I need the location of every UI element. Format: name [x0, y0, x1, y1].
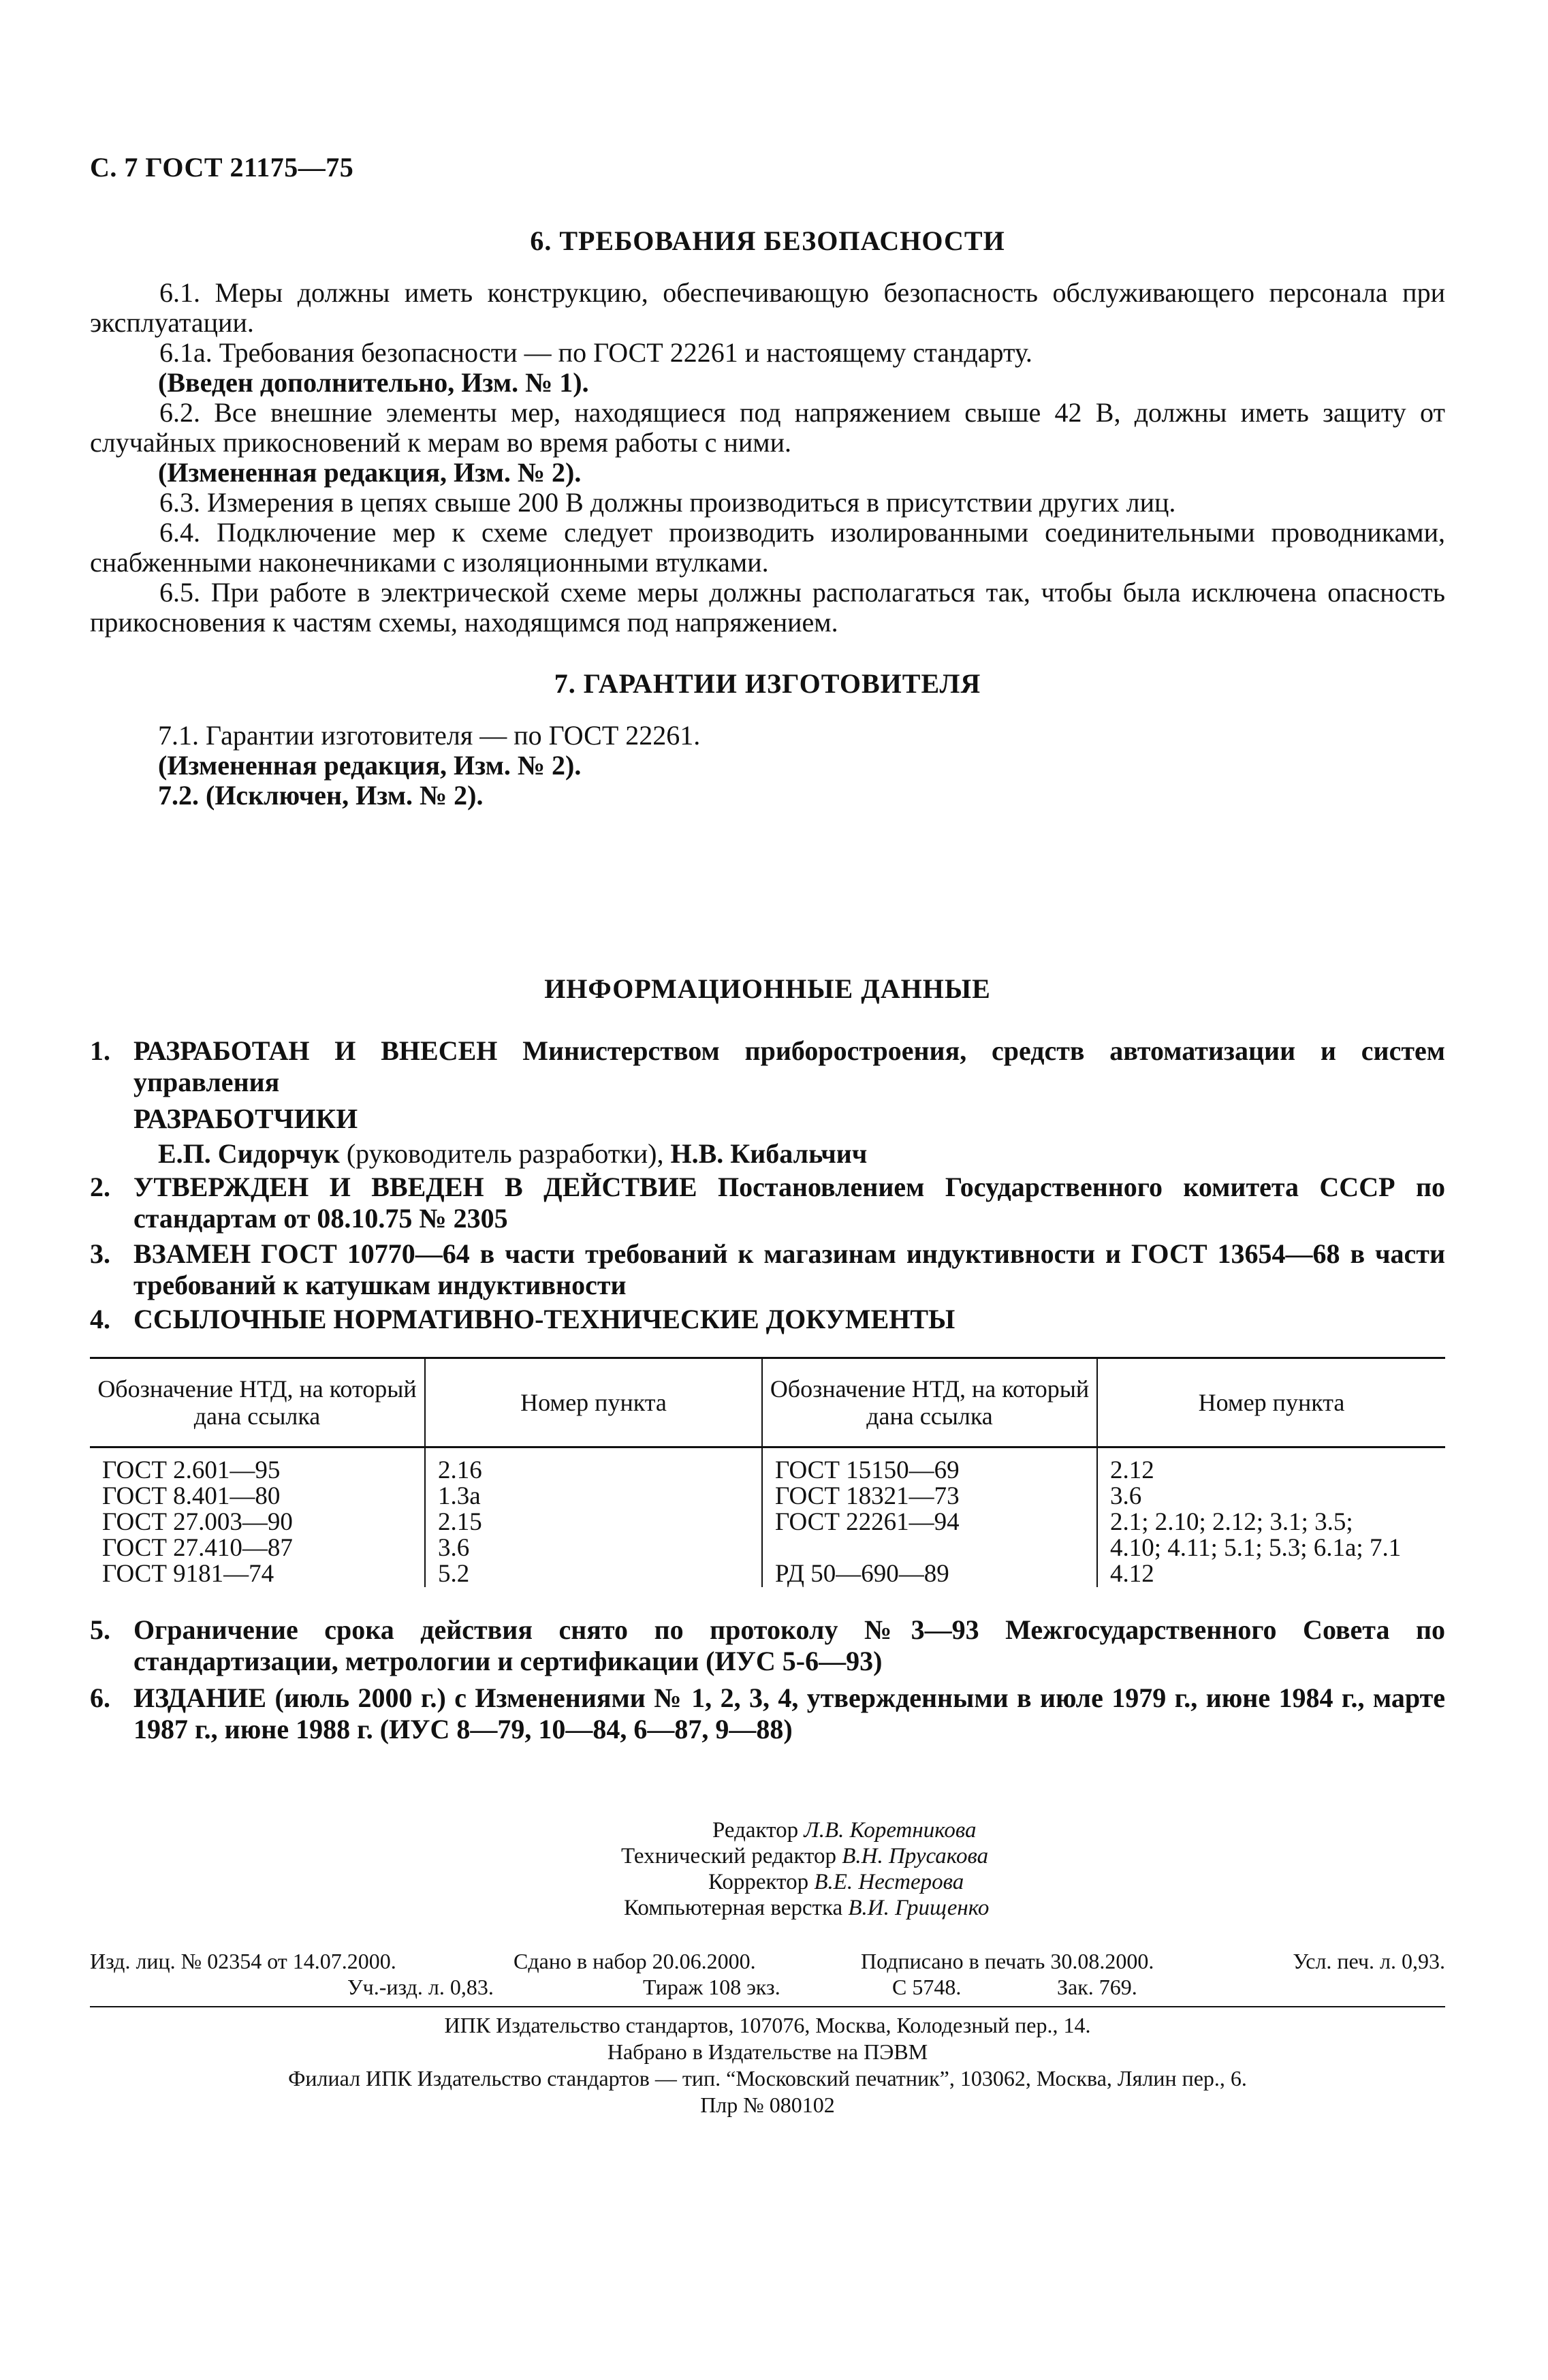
table-cell: 4.12	[1110, 1560, 1154, 1588]
info-item-3	[90, 1238, 1445, 1301]
table-cell: 2.1; 2.10; 2.12; 3.1; 3.5;	[1110, 1508, 1353, 1536]
paragraph-6-2: 6.2. Все внешние элементы мер, находящиеся под напряжением свыше 42 В, должны иметь защиту от случайных прикосновений к мерам во время работы с ними.	[90, 397, 1445, 458]
paragraph-6-1a: 6.1а. Требования безопасности — по ГОСТ 22261 и настоящему стандарту.	[159, 337, 1032, 368]
order-number: Зак. 769.	[1057, 1975, 1137, 1999]
section-7-title: 7. ГАРАНТИИ ИЗГОТОВИТЕЛЯ	[554, 668, 981, 699]
license-number: Изд. лиц. № 02354 от 14.07.2000.	[90, 1949, 396, 1973]
credit-name: В.Е. Нестерова	[814, 1870, 964, 1894]
credit-name: В.И. Грищенко	[848, 1896, 990, 1920]
item-number: 3.	[90, 1238, 110, 1269]
code-c: С 5748.	[892, 1975, 962, 1999]
column-header: Обозначение НТД, на который дана ссылка	[762, 1358, 1097, 1447]
table-row	[90, 1447, 1445, 1588]
publisher-info	[90, 2012, 1445, 2118]
developers-label: РАЗРАБОТЧИКИ	[133, 1103, 358, 1134]
item-lead: ИЗДАНИЕ	[133, 1682, 267, 1713]
credit-name: В.Н. Прусакова	[842, 1844, 989, 1868]
item-text: в части требований к магазинам индуктивности и ГОСТ 13654—68 в части требований к катушкам индуктивности	[133, 1238, 1445, 1300]
info-item-1	[90, 1035, 1445, 1098]
developers-names	[158, 1139, 867, 1169]
item-number: 2.	[90, 1172, 110, 1202]
print-run: Тираж 108 экз.	[643, 1975, 780, 1999]
column-header: Номер пункта	[425, 1358, 762, 1447]
item-number: 5.	[90, 1614, 110, 1645]
info-item-6	[90, 1682, 1445, 1745]
divider	[90, 2006, 1445, 2007]
table-cell: ГОСТ 27.410—87	[102, 1534, 293, 1562]
signed-date: Подписано в печать 30.08.2000.	[861, 1949, 1154, 1973]
item-text: (июль 2000 г.) с Изменениями № 1, 2, 3, 4, утвержденными в июле 1979 г., июне 1984 г., марте 1987 г., июне 1988 г. (ИУС 8—79, 10—84, 6—87, 9—88)	[133, 1682, 1445, 1744]
item-lead: РАЗРАБОТАН И ВНЕСЕН	[133, 1035, 498, 1066]
table-cell: ГОСТ 8.401—80	[102, 1482, 281, 1510]
info-item-5	[90, 1614, 1445, 1677]
publisher-line: Филиал ИПК Издательство стандартов — тип. “Московский печатник”, 103062, Москва, Лялин пер., 6.	[288, 2066, 1247, 2091]
table-cell: 2.15	[438, 1508, 482, 1536]
developer-name: Е.П. Сидорчук	[158, 1138, 340, 1169]
info-item-4	[90, 1304, 1445, 1335]
table-header-row	[90, 1358, 1445, 1447]
ntd-column-1	[90, 1447, 425, 1588]
table-cell: ГОСТ 15150—69	[775, 1456, 960, 1484]
table-cell: 5.2	[438, 1560, 470, 1588]
item-column-1	[425, 1447, 762, 1588]
paragraph-7-2: 7.2. (Исключен, Изм. № 2).	[158, 780, 484, 811]
page-header: С. 7 ГОСТ 21175—75	[90, 152, 354, 183]
paragraph-6-3: 6.3. Измерения в цепях свыше 200 В должны производиться в присутствии других лиц.	[159, 487, 1176, 518]
paragraph-7-1: 7.1. Гарантии изготовителя — по ГОСТ 22261.	[158, 720, 701, 751]
typeset-date: Сдано в набор 20.06.2000.	[514, 1949, 756, 1973]
info-title: ИНФОРМАЦИОННЫЕ ДАННЫЕ	[544, 973, 991, 1004]
paragraph-6-5: 6.5. При работе в электрической схеме меры должны располагаться так, чтобы была исключена опасность прикосновения к частям схемы, находящимся под напряжением.	[90, 577, 1445, 638]
publisher-line: ИПК Издательство стандартов, 107076, Москва, Колодезный пер., 14.	[444, 2013, 1091, 2037]
column-header: Обозначение НТД, на который дана ссылка	[90, 1358, 425, 1447]
table-cell: 3.6	[1110, 1482, 1142, 1510]
ntd-column-2	[762, 1447, 1097, 1588]
info-item-2	[90, 1172, 1445, 1234]
amendment-note: (Измененная редакция, Изм. № 2).	[158, 750, 582, 781]
item-number: 6.	[90, 1682, 110, 1713]
item-number: 4.	[90, 1304, 110, 1334]
table-cell: ГОСТ 18321—73	[775, 1482, 960, 1510]
print-sheets: Усл. печ. л. 0,93.	[1293, 1949, 1445, 1973]
table-cell: ГОСТ 27.003—90	[102, 1508, 293, 1536]
table-cell: ГОСТ 9181—74	[102, 1560, 274, 1588]
table-cell: 2.16	[438, 1456, 482, 1484]
credit-label: Технический редактор	[621, 1844, 836, 1868]
developer-name: Н.В. Кибальчич	[670, 1138, 868, 1169]
table-cell: 3.6	[438, 1534, 470, 1562]
credit-label: Редактор	[712, 1818, 799, 1843]
editorial-credits	[621, 1817, 989, 1921]
item-lead: ВЗАМЕН ГОСТ 10770—64	[133, 1238, 470, 1269]
section-6-title: 6. ТРЕБОВАНИЯ БЕЗОПАСНОСТИ	[530, 225, 1005, 256]
table-cell: 1.3а	[438, 1482, 481, 1510]
table-cell: 4.10; 4.11; 5.1; 5.3; 6.1а; 7.1	[1110, 1534, 1402, 1562]
paragraph-6-1: 6.1. Меры должны иметь конструкцию, обеспечивающую безопасность обслуживающего персонала при эксплуатации.	[90, 277, 1445, 338]
table-cell: 2.12	[1110, 1456, 1154, 1484]
amendment-note: (Измененная редакция, Изм. № 2).	[158, 457, 582, 488]
item-text: Постановлением Государственного комитета СССР по стандартам от 08.10.75 № 2305	[133, 1172, 1446, 1234]
publishing-sheets: Уч.-изд. л. 0,83.	[347, 1975, 494, 1999]
amendment-note: (Введен дополнительно, Изм. № 1).	[158, 367, 589, 398]
table-cell: ГОСТ 22261—94	[775, 1508, 960, 1536]
paragraph-6-4: 6.4. Подключение мер к схеме следует производить изолированными соединительными проводниками, снабженными наконечниками с изоляционными втулками.	[90, 517, 1445, 578]
publisher-line: Плр № 080102	[700, 2093, 835, 2117]
table-cell: ГОСТ 2.601—95	[102, 1456, 281, 1484]
references-table	[90, 1357, 1445, 1587]
credit-name: Л.В. Коретникова	[804, 1818, 977, 1843]
column-header: Номер пункта	[1097, 1358, 1445, 1447]
item-lead: ССЫЛОЧНЫЕ НОРМАТИВНО-ТЕХНИЧЕСКИЕ ДОКУМЕНТЫ	[133, 1304, 955, 1334]
table-cell: РД 50—690—89	[775, 1560, 949, 1588]
credit-label: Компьютерная верстка	[624, 1896, 843, 1920]
item-column-2	[1097, 1447, 1445, 1588]
item-text: Ограничение срока действия снято по протоколу №3—93 Межгосударственного Совета по стандартизации, метрологии и сертификации (ИУС 5-6—93)	[133, 1614, 1445, 1676]
document-page	[90, 0, 1445, 2380]
item-lead: УТВЕРЖДЕН И ВВЕДЕН В ДЕЙСТВИЕ	[133, 1172, 697, 1202]
credit-label: Корректор	[708, 1870, 809, 1894]
item-text: Министерством приборостроения, средств автоматизации и систем управления	[133, 1035, 1445, 1097]
table-cell	[775, 1535, 1096, 1561]
item-number: 1.	[90, 1035, 110, 1066]
developer-role: (руководитель разработки),	[346, 1138, 664, 1169]
publisher-line: Набрано в Издательстве на ПЭВМ	[607, 2039, 928, 2064]
